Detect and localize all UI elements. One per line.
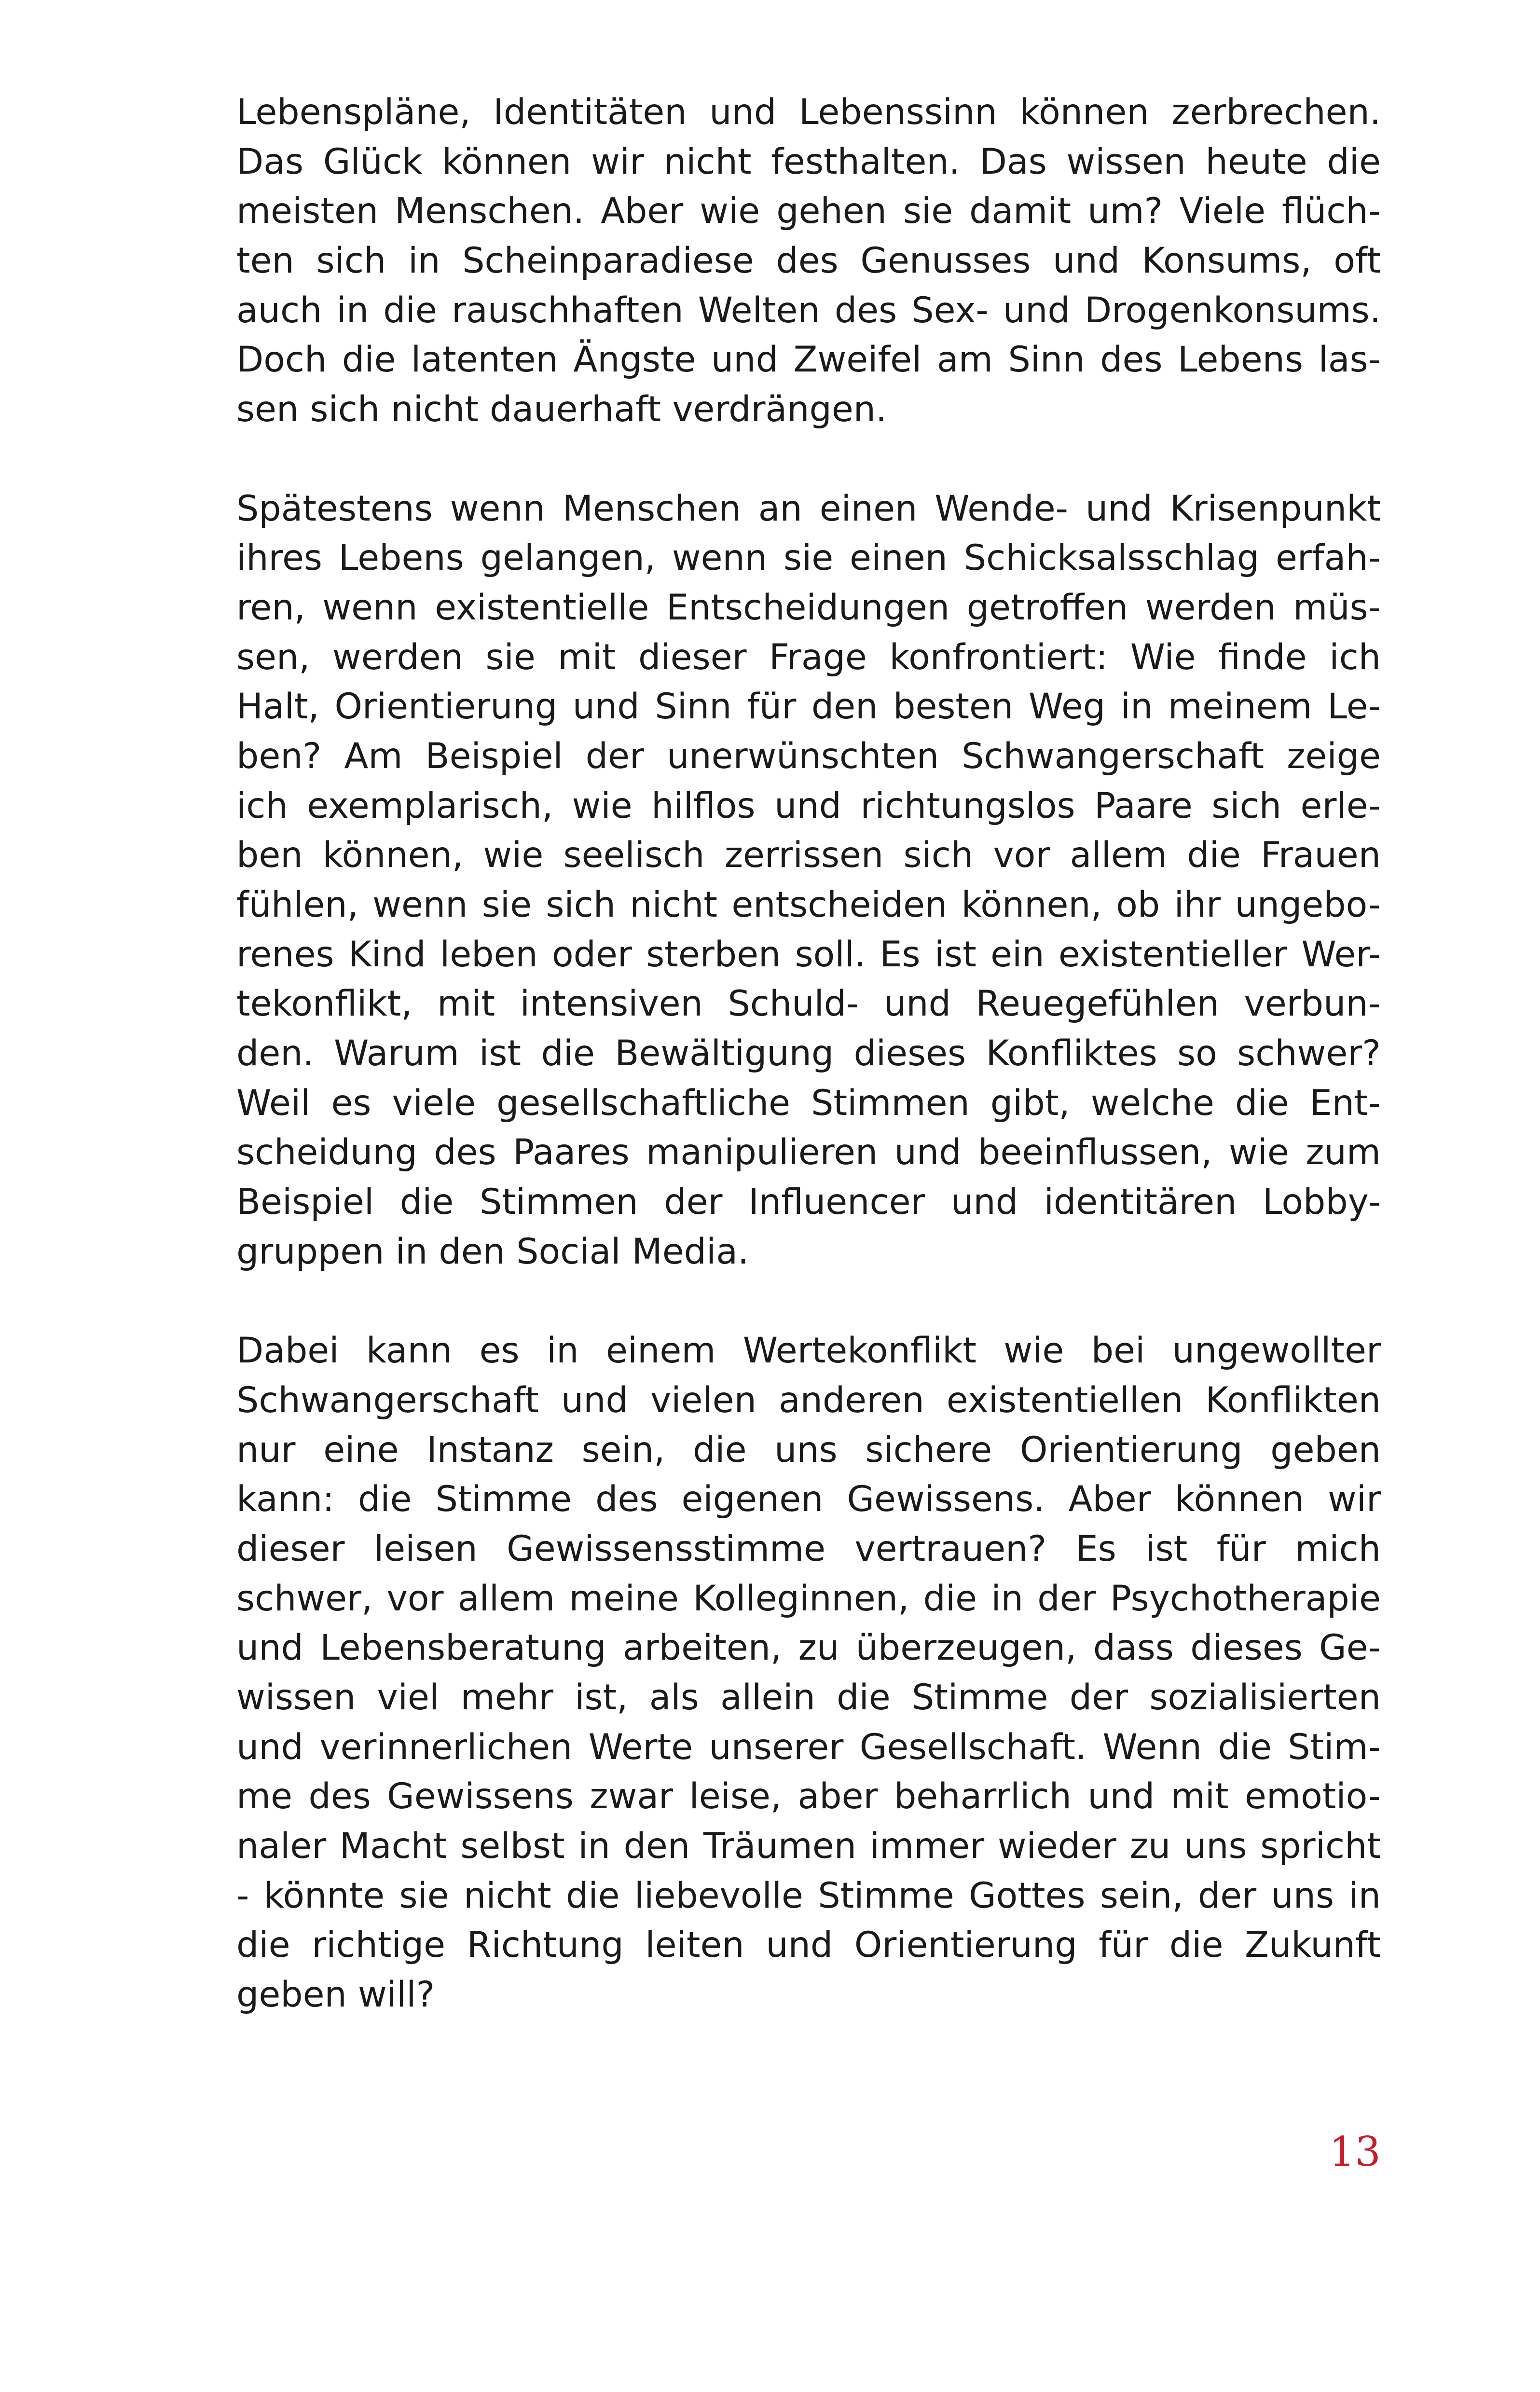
text-line: renes Kind leben oder sterben soll. Es ist ein existentieller Wer- bbox=[236, 934, 1381, 975]
paragraph-2 bbox=[236, 484, 1381, 1277]
text-line: tekonflikt, mit intensiven Schuld- und Reuegefühlen verbun- bbox=[236, 983, 1381, 1025]
text-line: fühlen, wenn sie sich nicht entscheiden können, ob ihr ungebo- bbox=[236, 884, 1381, 925]
text-line: me des Gewissens zwar leise, aber beharrlich und mit emotio- bbox=[236, 1776, 1381, 1817]
text-line: und verinnerlichen Werte unserer Gesellschaft. Wenn die Stim- bbox=[236, 1726, 1381, 1768]
text-line: ren, wenn existentielle Entscheidungen getroffen werden müs- bbox=[236, 587, 1381, 628]
text-line: Beispiel die Stimmen der Influencer und identitären Lobby- bbox=[236, 1182, 1381, 1223]
text-line: gruppen in den Social Media. bbox=[236, 1231, 749, 1272]
text-line: Schwangerschaft und vielen anderen existentiellen Konflikten bbox=[236, 1379, 1381, 1421]
text-line: kann: die Stimme des eigenen Gewissens. Aber können wir bbox=[236, 1479, 1381, 1520]
text-line: ben können, wie seelisch zerrissen sich vor allem die Frauen bbox=[236, 835, 1381, 876]
text-line: nur eine Instanz sein, die uns sichere Orientierung geben bbox=[236, 1429, 1381, 1471]
text-line: schwer, vor allem meine Kolleginnen, die in der Psychotherapie bbox=[236, 1578, 1381, 1619]
text-line: auch in die rauschhaften Welten des Sex- und Drogenkonsums. bbox=[236, 289, 1381, 331]
text-line: scheidung des Paares manipulieren und beeinflussen, wie zum bbox=[236, 1132, 1381, 1173]
text-line: ich exemplarisch, wie hilflos und richtungslos Paare sich erle- bbox=[236, 785, 1381, 826]
text-line: und Lebensberatung arbeiten, zu überzeugen, dass dieses Ge- bbox=[236, 1627, 1381, 1669]
text-line: ten sich in Scheinparadiese des Genusses und Konsums, oft bbox=[236, 240, 1381, 282]
text-line: geben will? bbox=[236, 1974, 435, 2016]
text-line: Spätestens wenn Menschen an einen Wende- und Krisenpunkt bbox=[236, 488, 1381, 529]
text-line: den. Warum ist die Bewältigung dieses Konfliktes so schwer? bbox=[236, 1033, 1381, 1074]
text-line: Das Glück können wir nicht festhalten. Das wissen heute die bbox=[236, 141, 1381, 182]
text-line: Weil es viele gesellschaftliche Stimmen gibt, welche die Ent- bbox=[236, 1082, 1381, 1124]
paragraph-3 bbox=[236, 1326, 1381, 2020]
text-line: meisten Menschen. Aber wie gehen sie damit um? Viele flüch- bbox=[236, 191, 1381, 232]
text-line: sen sich nicht dauerhaft verdrängen. bbox=[236, 389, 887, 430]
text-line: Halt, Orientierung und Sinn für den besten Weg in meinem Le- bbox=[236, 686, 1381, 728]
text-line: Doch die latenten Ängste und Zweifel am Sinn des Lebens las- bbox=[236, 339, 1381, 381]
paragraph-spacer bbox=[236, 435, 1381, 484]
text-line: Lebenspläne, Identitäten und Lebenssinn können zerbrechen. bbox=[236, 92, 1381, 133]
text-line: - könnte sie nicht die liebevolle Stimme Gottes sein, der uns in bbox=[236, 1875, 1381, 1916]
paragraph-1 bbox=[236, 88, 1381, 435]
text-line: ben? Am Beispiel der unerwünschten Schwangerschaft zeige bbox=[236, 735, 1381, 777]
text-line: wissen viel mehr ist, als allein die Stimme der sozialisierten bbox=[236, 1677, 1381, 1718]
text-line: dieser leisen Gewissensstimme vertrauen? Es ist für mich bbox=[236, 1528, 1381, 1569]
text-line: naler Macht selbst in den Träumen immer wieder zu uns spricht bbox=[236, 1826, 1381, 1867]
text-line: sen, werden sie mit dieser Frage konfrontiert: Wie finde ich bbox=[236, 636, 1381, 678]
text-line: die richtige Richtung leiten und Orientierung für die Zukunft bbox=[236, 1925, 1381, 1966]
paragraph-spacer bbox=[236, 1277, 1381, 1327]
body-text bbox=[236, 88, 1381, 2020]
page-number: 13 bbox=[1329, 2128, 1381, 2175]
text-line: Dabei kann es in einem Wertekonflikt wie bei ungewollter bbox=[236, 1330, 1381, 1372]
text-line: ihres Lebens gelangen, wenn sie einen Schicksalsschlag erfah- bbox=[236, 537, 1381, 579]
